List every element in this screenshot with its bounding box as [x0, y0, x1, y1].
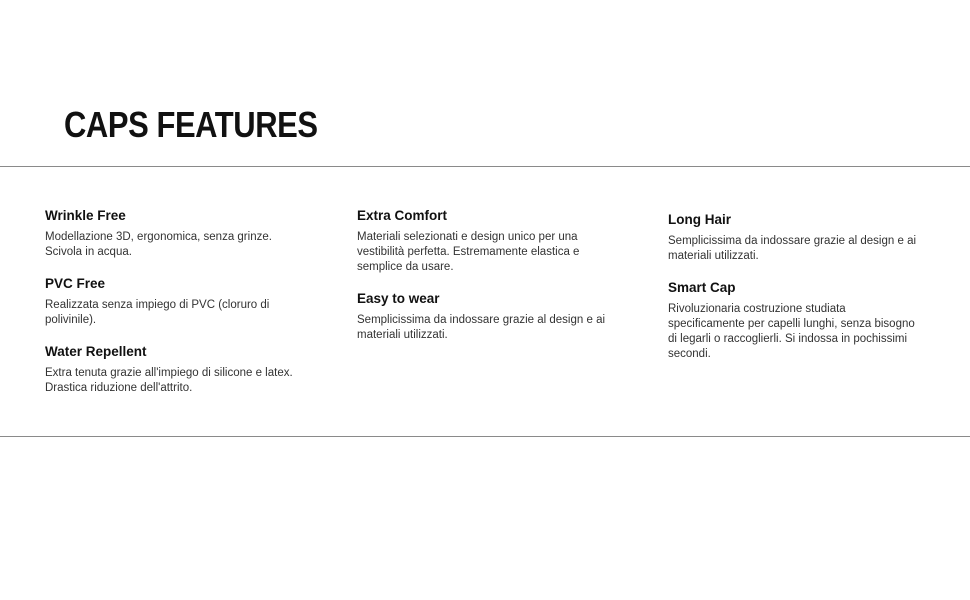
feature-water-repellent [45, 343, 315, 396]
feature-smart-cap [668, 279, 938, 362]
features-column-2 [357, 207, 627, 358]
features-column-3 [668, 211, 938, 377]
feature-title: PVC Free [45, 276, 106, 291]
feature-title: Water Repellent [45, 344, 147, 359]
feature-description: Semplicissima da indossare grazie al design e ai materiali utilizzati. [668, 235, 917, 262]
feature-easy-to-wear [357, 290, 627, 343]
feature-title: Wrinkle Free [45, 208, 126, 223]
feature-title: Smart Cap [668, 280, 736, 295]
top-divider [0, 166, 970, 167]
feature-description: Materiali selezionati e design unico per una vestibilità perfetta. Estremamente elastica e semplice da usare. [357, 231, 580, 273]
feature-title: Long Hair [668, 212, 731, 227]
feature-pvc-free [45, 275, 315, 328]
feature-description: Extra tenuta grazie all'impiego di silicone e latex. Drastica riduzione dell'attrito. [45, 367, 293, 394]
feature-description: Modellazione 3D, ergonomica, senza grinze. Scivola in acqua. [45, 231, 272, 258]
feature-wrinkle-free [45, 207, 315, 260]
feature-long-hair [668, 211, 938, 264]
feature-title: Easy to wear [357, 291, 440, 306]
feature-extra-comfort [357, 207, 627, 275]
feature-title: Extra Comfort [357, 208, 448, 223]
feature-description: Rivoluzionaria costruzione studiata specificamente per capelli lunghi, senza bisogno di legarli o raccoglierli. Si indossa in pochissimi secondi. [668, 303, 915, 360]
feature-description: Semplicissima da indossare grazie al design e ai materiali utilizzati. [357, 314, 606, 341]
page-title: CAPS FEATURES [64, 104, 318, 145]
features-column-1 [45, 207, 315, 411]
feature-description: Realizzata senza impiego di PVC (cloruro di polivinile). [45, 299, 270, 326]
bottom-divider [0, 436, 970, 437]
